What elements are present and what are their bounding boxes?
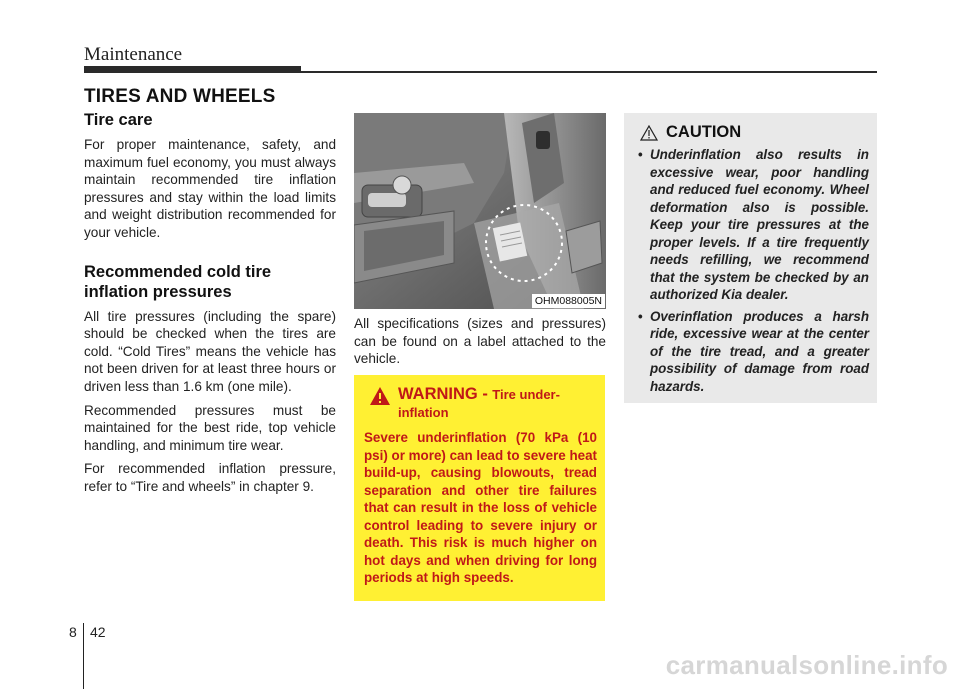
door-sill-label-photo [354, 113, 606, 309]
cold-pressure-paragraph-3: For recommended inflation pressure, refer to “Tire and wheels” in chapter 9. [84, 461, 336, 494]
caution-title-text: CAUTION [666, 123, 742, 141]
warning-text: Severe underinflation (70 kPa (10 psi) or more) can lead to severe heat build-up, causing blowouts, tread separation and other tire failures that can result in the loss of vehicle control leading to severe injury or death. This risk is much higher on hot days and when driving for long periods at high speeds. [364, 430, 597, 585]
footer-divider [83, 623, 84, 689]
left-column [84, 110, 336, 496]
section-title: TIRES AND WHEELS [84, 86, 276, 107]
cold-pressure-paragraph-1: All tire pressures (including the spare) should be checked when the tires are cold. “Cold Tires” means the vehicle has not been driven for at least three hours or driven less than 1.6 km (one mile). [84, 308, 336, 394]
caution-box [624, 113, 877, 403]
warning-subject: Tire under-inflation [398, 387, 560, 420]
tire-care-heading: Tire care [84, 111, 153, 129]
watermark: carmanualsonline.info [665, 650, 948, 680]
door-interior-illustration [354, 113, 606, 309]
header-title: Maintenance [84, 44, 183, 65]
warning-word: WARNING - [398, 385, 488, 403]
caution-list [634, 146, 869, 395]
cold-pressure-paragraph-2: Recommended pressures must be maintained for the best ride, top vehicle handling, and minimum tire wear. [84, 402, 336, 453]
caution-item-overinflation: • Overinflation produces a harsh ride, excessive wear at the center of the tire tread, and a greater possibility of damage from road hazards. [634, 308, 869, 396]
caution-triangle-icon [640, 125, 658, 141]
warning-title [364, 385, 597, 422]
footer-page-number: 42 [90, 624, 106, 640]
cold-pressure-heading: Recommended cold tire inflation pressures [84, 262, 272, 301]
warning-box [354, 375, 605, 601]
caution-title [634, 123, 869, 142]
figure-code: OHM088005N [532, 294, 605, 308]
header-rule-thin [84, 71, 877, 73]
warning-triangle-icon [370, 387, 390, 405]
footer-section-number: 8 [69, 624, 77, 640]
caution-item-underinflation: • Underinflation also results in excessive wear, poor handling and reduced fuel economy. Wheel deformation also is possible. Keep your tire pressures at the proper levels. If a tire frequently needs refilling, we recommend that the system be checked by an authorized Kia dealer. [634, 146, 869, 304]
tire-care-text: For proper maintenance, safety, and maximum fuel economy, you must always maintain recommended tire inflation pressures and stay within the load limits and weight distribution recommended for your vehicle. [84, 137, 336, 240]
figure-caption: All specifications (sizes and pressures) can be found on a label attached to the vehicle. [354, 316, 606, 367]
